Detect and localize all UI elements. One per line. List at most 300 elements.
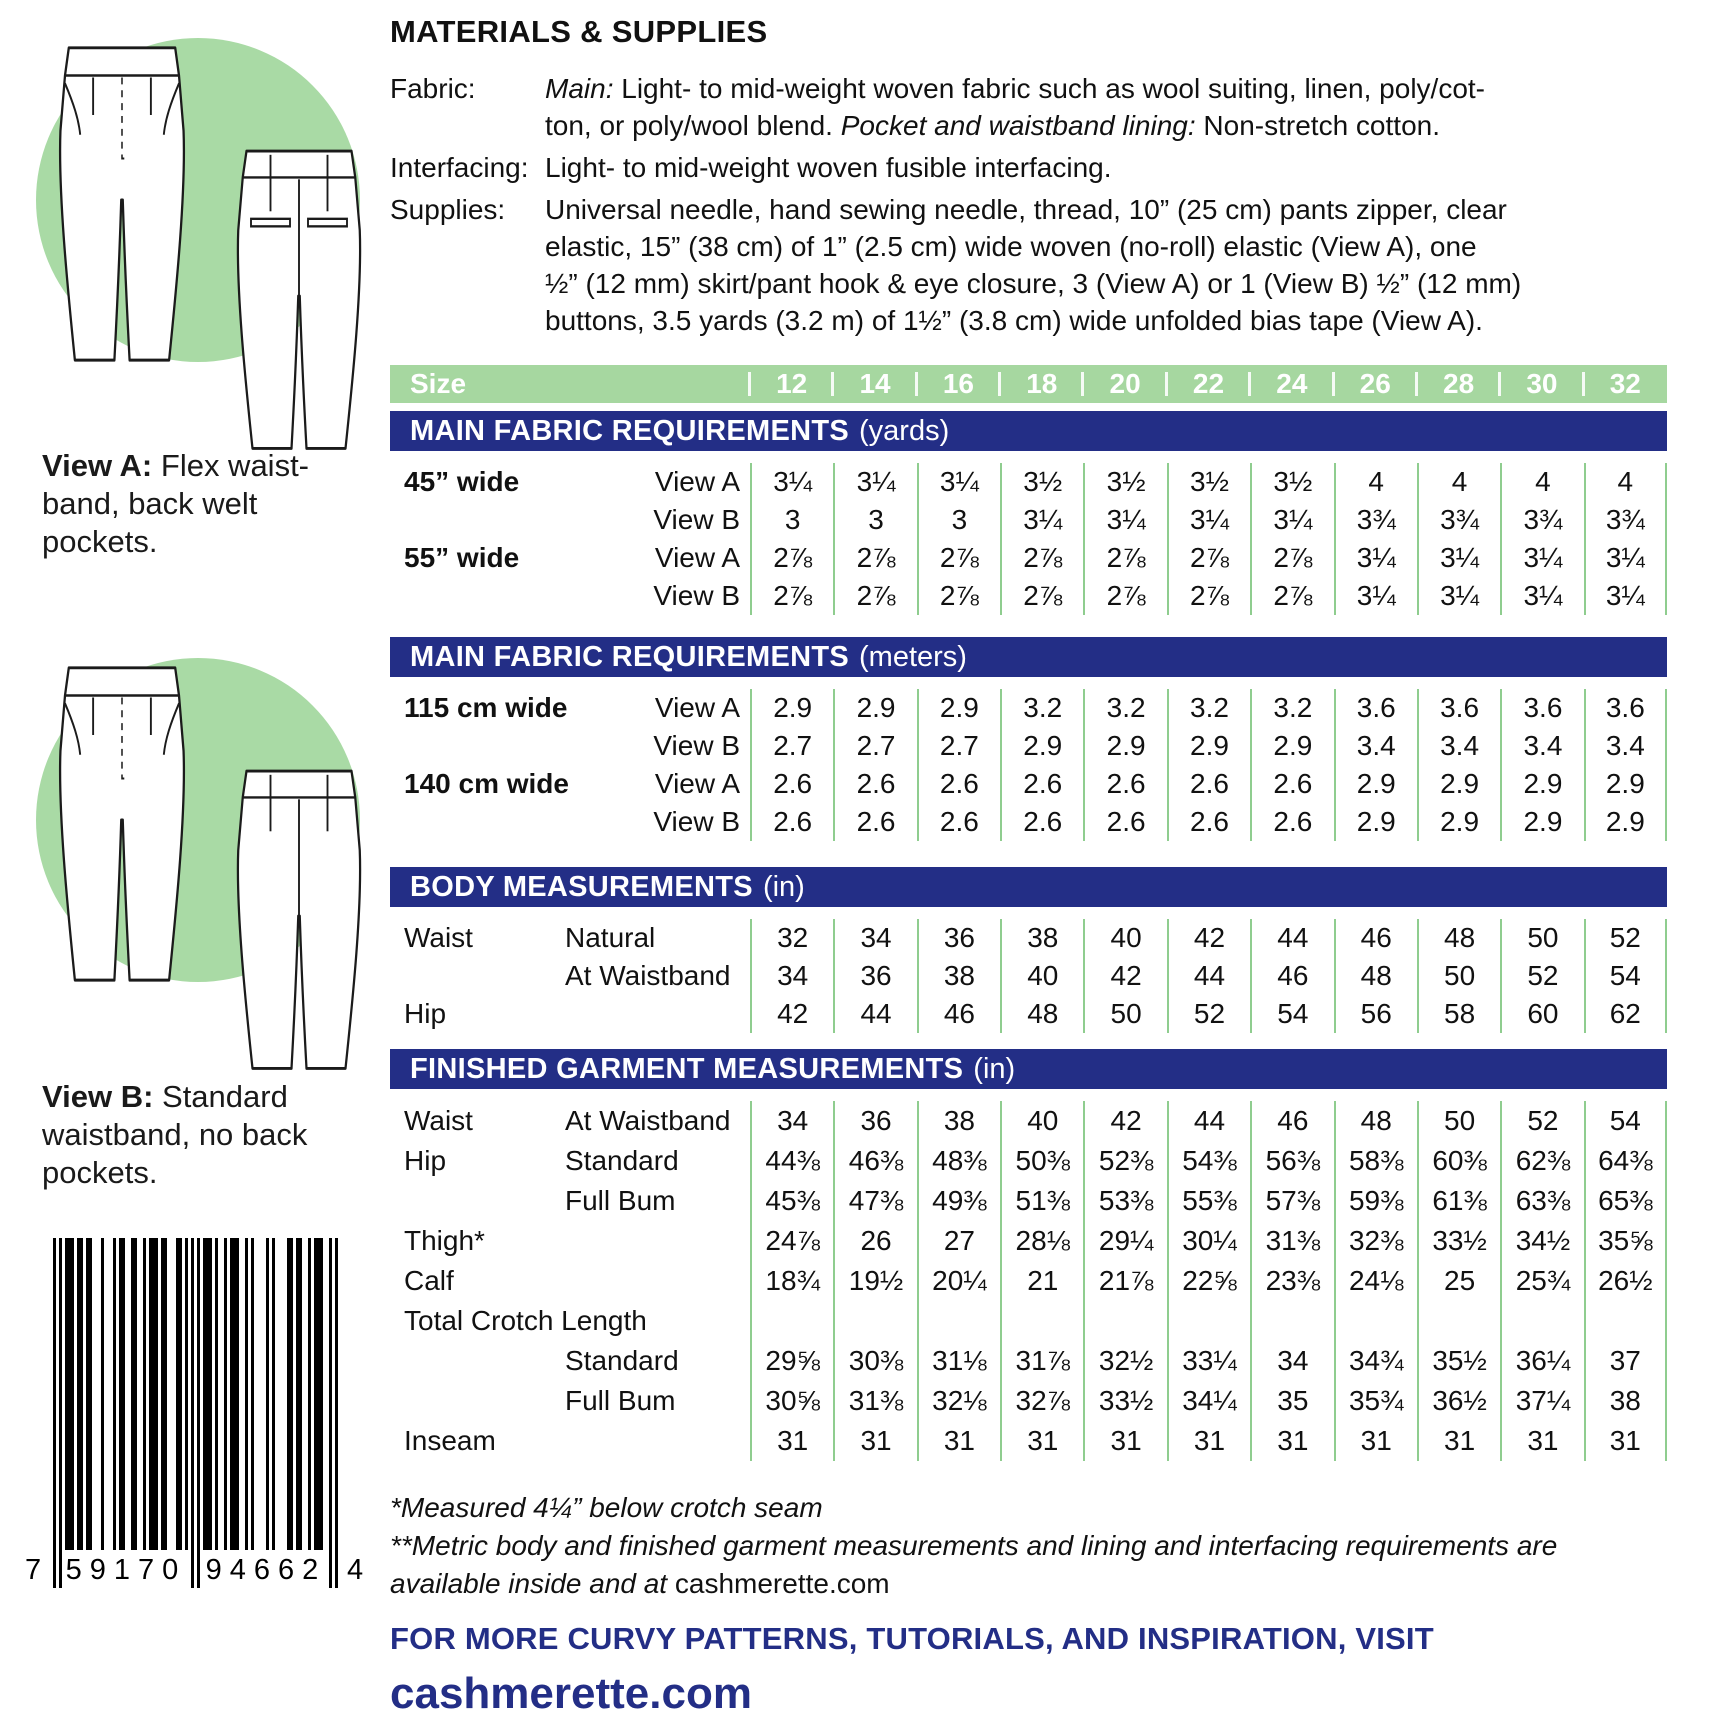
- table-cell: 45⅜: [750, 1181, 833, 1221]
- row-label-secondary: View A: [654, 768, 740, 799]
- table-cell: 49⅜: [917, 1181, 1000, 1221]
- table-cell: 46: [1334, 919, 1417, 957]
- section-title: FINISHED GARMENT MEASUREMENTS: [410, 1053, 964, 1085]
- table-cell: 42: [1083, 957, 1166, 995]
- table-cell: 3¼: [1334, 539, 1417, 577]
- table-cell: 33½: [1417, 1221, 1500, 1261]
- table-cell: [750, 1301, 833, 1341]
- table-cell: 38: [1000, 919, 1083, 957]
- row-label-primary: Total Crotch Length: [404, 1305, 647, 1336]
- section-title-suffix: (meters): [859, 641, 967, 673]
- table-cell: 3.2: [1250, 689, 1333, 727]
- table-cell: 3.6: [1334, 689, 1417, 727]
- table-cell: 2.6: [750, 765, 833, 803]
- section-title-suffix: (yards): [859, 415, 950, 447]
- row-label: [390, 1301, 750, 1341]
- row-label-primary: Calf: [404, 1265, 454, 1296]
- table-cell: 64⅜: [1584, 1141, 1667, 1181]
- table-cell: 3½: [1083, 463, 1166, 501]
- table-cell: 3¼: [1500, 577, 1583, 615]
- table-cell: [1417, 1301, 1500, 1341]
- table-cell: 2.9: [1250, 727, 1333, 765]
- row-label-primary: Inseam: [404, 1425, 496, 1456]
- table-cell: 34½: [1500, 1221, 1583, 1261]
- table-cell: 2.6: [1083, 803, 1166, 841]
- table-cell: 63⅜: [1500, 1181, 1583, 1221]
- row-label-secondary: View B: [653, 580, 740, 611]
- caption-line: pockets.: [42, 524, 158, 559]
- table-cell: 42: [750, 995, 833, 1033]
- table-cell: 3½: [1167, 463, 1250, 501]
- table-cell: 2⅞: [750, 577, 833, 615]
- row-label-secondary: View B: [653, 504, 740, 535]
- table-cell: 3¼: [1000, 501, 1083, 539]
- table-row: [390, 463, 1667, 501]
- table-cell: 3¼: [750, 463, 833, 501]
- table-cell: [1167, 1301, 1250, 1341]
- table-cell: 62: [1584, 995, 1667, 1033]
- footnote-measured: *Measured 4¼” below crotch seam: [390, 1492, 823, 1523]
- table-cell: 55⅜: [1167, 1181, 1250, 1221]
- table-cell: 4: [1584, 463, 1667, 501]
- table-cell: 2⅞: [1250, 539, 1333, 577]
- table-cell: [1250, 1301, 1333, 1341]
- row-label-secondary: Full Bum: [565, 1385, 676, 1416]
- barcode-digit-group: 59170: [65, 1554, 187, 1586]
- table-cell: 40: [1000, 1101, 1083, 1141]
- table-cell: 20¼: [917, 1261, 1000, 1301]
- table-row: [390, 1301, 1667, 1341]
- table-row: [390, 539, 1667, 577]
- table-cell: 2.6: [917, 803, 1000, 841]
- row-label-primary: 55” wide: [404, 542, 520, 573]
- table-cell: 3¼: [1083, 501, 1166, 539]
- table-cell: 34¾: [1334, 1341, 1417, 1381]
- table-cell: 3¼: [1584, 577, 1667, 615]
- footnote-metric: [390, 1527, 1667, 1603]
- table-cell: 28⅛: [1000, 1221, 1083, 1261]
- fabric-line: [545, 107, 1667, 144]
- table-cell: 3.4: [1417, 727, 1500, 765]
- row-label: [390, 1261, 750, 1301]
- table-cell: 38: [917, 957, 1000, 995]
- table-cell: 2.9: [1000, 727, 1083, 765]
- size-col-header: 20: [1083, 365, 1166, 403]
- fabric-line-text: ton, or poly/wool blend.: [545, 110, 841, 141]
- table-cell: 2.9: [1417, 803, 1500, 841]
- supplies-line: ½” (12 mm) skirt/pant hook & eye closure, 3 (View A) or 1 (View B) ½” (12 mm): [545, 268, 1522, 299]
- table-cell: 46⅜: [833, 1141, 916, 1181]
- size-col-header: 18: [1000, 365, 1083, 403]
- size-col-header: 30: [1500, 365, 1583, 403]
- view-b-illustration: [20, 630, 380, 1082]
- row-label: [390, 577, 750, 615]
- table-cell: 3.4: [1334, 727, 1417, 765]
- table-cell: 31: [1500, 1421, 1583, 1461]
- table-row: [390, 803, 1667, 841]
- table-row: [390, 995, 1667, 1033]
- row-label-secondary: Full Bum: [565, 1185, 676, 1216]
- table-cell: 46: [1250, 957, 1333, 995]
- row-label: [390, 689, 750, 727]
- row-label-secondary: At Waistband: [565, 1105, 731, 1136]
- table-cell: 54⅜: [1167, 1141, 1250, 1181]
- table-cell: 31: [1417, 1421, 1500, 1461]
- pants-front-drawing: [46, 32, 198, 368]
- table-cell: 36: [917, 919, 1000, 957]
- table-cell: 3¼: [1334, 577, 1417, 615]
- table-cell: 61⅜: [1417, 1181, 1500, 1221]
- table-cell: 51⅜: [1000, 1181, 1083, 1221]
- table-cell: 3¾: [1417, 501, 1500, 539]
- table-cell: 50⅜: [1000, 1141, 1083, 1181]
- table-row: [390, 689, 1667, 727]
- table-cell: 52: [1167, 995, 1250, 1033]
- table-cell: 2.6: [1250, 765, 1333, 803]
- table-cell: 60⅜: [1417, 1141, 1500, 1181]
- table-cell: 31: [833, 1421, 916, 1461]
- fabric-text: [545, 70, 1667, 144]
- table-cell: 26½: [1584, 1261, 1667, 1301]
- table-cell: 34: [833, 919, 916, 957]
- table-row: [390, 765, 1667, 803]
- row-label-primary: Hip: [404, 1145, 447, 1176]
- table-cell: 35½: [1417, 1341, 1500, 1381]
- table-yards: [390, 411, 1667, 615]
- table-cell: 48: [1417, 919, 1500, 957]
- row-label-primary: 140 cm wide: [404, 768, 569, 799]
- table-cell: 31: [1000, 1421, 1083, 1461]
- table-cell: 42: [1167, 919, 1250, 957]
- table-cell: 25: [1417, 1261, 1500, 1301]
- table-cell: 54: [1584, 957, 1667, 995]
- table-cell: 3.6: [1584, 689, 1667, 727]
- table-cell: 2.9: [1500, 803, 1583, 841]
- supplies-line: buttons, 3.5 yards (3.2 m) of 1½” (3.8 cm) wide unfolded bias tape (View A).: [545, 305, 1483, 336]
- view-b-caption: [42, 1078, 377, 1192]
- table-cell: 2.6: [750, 803, 833, 841]
- table-row: [390, 1421, 1667, 1461]
- row-label-secondary: View A: [654, 542, 740, 573]
- row-label: [390, 463, 750, 501]
- table-cell: 44: [1250, 919, 1333, 957]
- table-cell: 2.9: [833, 689, 916, 727]
- table-cell: 52: [1584, 919, 1667, 957]
- table-cell: 24⅛: [1334, 1261, 1417, 1301]
- section-title-bar: [390, 411, 1667, 451]
- table-cell: 31⅜: [833, 1381, 916, 1421]
- section-title: BODY MEASUREMENTS: [410, 871, 753, 903]
- table-cell: 3¼: [1250, 501, 1333, 539]
- table-cell: 50: [1417, 1101, 1500, 1141]
- table-cell: 60: [1500, 995, 1583, 1033]
- row-label: [390, 1101, 750, 1141]
- section-title-bar: [390, 867, 1667, 907]
- row-label: [390, 727, 750, 765]
- table-cell: 44: [1167, 957, 1250, 995]
- pants-back-drawing: [224, 136, 374, 456]
- table-row: [390, 577, 1667, 615]
- size-col-header: 22: [1167, 365, 1250, 403]
- main-content: [390, 14, 1667, 1719]
- table-cell: 29¼: [1083, 1221, 1166, 1261]
- section-title: MAIN FABRIC REQUIREMENTS: [410, 641, 849, 673]
- left-column: [20, 0, 382, 1729]
- fabric-line: [545, 70, 1667, 107]
- table-cell: 30⅝: [750, 1381, 833, 1421]
- row-label-secondary: View B: [653, 730, 740, 761]
- table-finished: [390, 1049, 1667, 1461]
- table-cell: 2.9: [917, 689, 1000, 727]
- view-b-label: View B:: [42, 1079, 154, 1114]
- table-cell: 3¼: [1167, 501, 1250, 539]
- size-col-header: 12: [750, 365, 833, 403]
- table-cell: 2.6: [833, 803, 916, 841]
- table-cell: 2.6: [1083, 765, 1166, 803]
- table-cell: 31: [1334, 1421, 1417, 1461]
- footnote-line: [390, 1565, 1667, 1603]
- footnote-line: **Metric body and finished garment measurements and lining and interfacing requirements are: [390, 1530, 1558, 1561]
- row-label: [390, 1181, 750, 1221]
- fabric-line-text: Light- to mid-weight woven fabric such as wool suiting, linen, poly/cot-: [613, 73, 1485, 104]
- table-row: [390, 1101, 1667, 1141]
- table-cell: 2.6: [833, 765, 916, 803]
- table-cell: 2.9: [1417, 765, 1500, 803]
- table-cell: 30⅜: [833, 1341, 916, 1381]
- row-label-secondary: At Waistband: [565, 960, 731, 991]
- table-cell: 2.6: [1167, 765, 1250, 803]
- table-cell: 35¾: [1334, 1381, 1417, 1421]
- table-cell: 2.6: [1000, 765, 1083, 803]
- fabric-main-label: Main:: [545, 73, 614, 104]
- size-col-header: 26: [1334, 365, 1417, 403]
- table-cell: 54: [1250, 995, 1333, 1033]
- table-cell: 46: [917, 995, 1000, 1033]
- row-label: [390, 995, 750, 1033]
- table-cell: 48: [1334, 1101, 1417, 1141]
- size-col-header: 24: [1250, 365, 1333, 403]
- table-cell: 2.6: [1250, 803, 1333, 841]
- table-cell: 2.9: [1500, 765, 1583, 803]
- table-cell: 25¾: [1500, 1261, 1583, 1301]
- caption-line: [42, 447, 377, 485]
- size-header-label: Size: [410, 368, 467, 399]
- row-label-primary: 115 cm wide: [404, 692, 568, 723]
- table-row: [390, 957, 1667, 995]
- table-cell: [1334, 1301, 1417, 1341]
- table-cell: 36: [833, 1101, 916, 1141]
- row-label-primary: Hip: [404, 998, 447, 1029]
- table-cell: 44⅜: [750, 1141, 833, 1181]
- table-cell: [1000, 1301, 1083, 1341]
- row-label: [390, 803, 750, 841]
- table-cell: 2.6: [1000, 803, 1083, 841]
- table-cell: 3½: [1250, 463, 1333, 501]
- row-label-secondary: Standard: [565, 1345, 679, 1376]
- supplies-line: Universal needle, hand sewing needle, thread, 10” (25 cm) pants zipper, clear: [545, 194, 1507, 225]
- table-cell: 23⅜: [1250, 1261, 1333, 1301]
- interfacing-text: Light- to mid-weight woven fusible interfacing.: [545, 152, 1112, 183]
- table-cell: 2.9: [1083, 727, 1166, 765]
- table-cell: 3¾: [1500, 501, 1583, 539]
- table-cell: 2⅞: [1000, 577, 1083, 615]
- table-cell: 3¾: [1584, 501, 1667, 539]
- table-cell: 56: [1334, 995, 1417, 1033]
- table-cell: 38: [1584, 1381, 1667, 1421]
- table-cell: 24⅞: [750, 1221, 833, 1261]
- table-cell: 30¼: [1167, 1221, 1250, 1261]
- table-cell: 53⅜: [1083, 1181, 1166, 1221]
- table-cell: 32½: [1083, 1341, 1166, 1381]
- table-cell: 26: [833, 1221, 916, 1261]
- footnote-site-text: cashmerette.com: [674, 1568, 890, 1599]
- table-cell: 35⅝: [1584, 1221, 1667, 1261]
- table-cell: 31⅞: [1000, 1341, 1083, 1381]
- fabric-row: [390, 70, 1667, 144]
- table-cell: 3.2: [1000, 689, 1083, 727]
- table-cell: 2.9: [1334, 765, 1417, 803]
- interfacing-label: Interfacing:: [390, 152, 529, 183]
- table-cell: 50: [1417, 957, 1500, 995]
- table-cell: 22⅝: [1167, 1261, 1250, 1301]
- table-cell: 36: [833, 957, 916, 995]
- row-label-secondary: View B: [653, 806, 740, 837]
- table-cell: 62⅜: [1500, 1141, 1583, 1181]
- row-label: [390, 957, 750, 995]
- table-cell: 2⅞: [917, 577, 1000, 615]
- interfacing-row: [390, 149, 1667, 186]
- fabric-label: Fabric:: [390, 73, 476, 104]
- table-cell: 4: [1500, 463, 1583, 501]
- table-cell: 31: [1584, 1421, 1667, 1461]
- row-label-primary: 45” wide: [404, 466, 520, 497]
- row-label: [390, 1141, 750, 1181]
- table-cell: 42: [1083, 1101, 1166, 1141]
- table-cell: 2⅞: [1083, 539, 1166, 577]
- size-col-header: 16: [917, 365, 1000, 403]
- section-title-bar: [390, 637, 1667, 677]
- supplies-row: [390, 191, 1667, 339]
- row-label-secondary: View A: [654, 692, 740, 723]
- table-cell: 31: [750, 1421, 833, 1461]
- view-a-caption: [42, 447, 377, 561]
- view-a-label: View A:: [42, 448, 153, 483]
- table-cell: 35: [1250, 1381, 1333, 1421]
- table-cell: 40: [1083, 919, 1166, 957]
- table-cell: [1500, 1301, 1583, 1341]
- row-label: [390, 539, 750, 577]
- caption-line: [42, 1078, 377, 1116]
- table-cell: 44: [833, 995, 916, 1033]
- row-label: [390, 1421, 750, 1461]
- fabric-line-text: Non-stretch cotton.: [1195, 110, 1440, 141]
- caption-line: waistband, no back: [42, 1117, 308, 1152]
- table-cell: 2.9: [1334, 803, 1417, 841]
- table-cell: 48: [1334, 957, 1417, 995]
- table-cell: 3: [917, 501, 1000, 539]
- section-title-suffix: (in): [973, 1053, 1016, 1085]
- table-cell: 21⅞: [1083, 1261, 1166, 1301]
- pants-front-drawing: [46, 652, 198, 988]
- table-cell: 33¼: [1167, 1341, 1250, 1381]
- table-row: [390, 1341, 1667, 1381]
- table-cell: 3: [750, 501, 833, 539]
- table-cell: 3.2: [1167, 689, 1250, 727]
- table-cell: [1083, 1301, 1166, 1341]
- table-cell: 2.6: [917, 765, 1000, 803]
- table-cell: 3¼: [1417, 577, 1500, 615]
- table-cell: 2.7: [750, 727, 833, 765]
- table-cell: 3¼: [1584, 539, 1667, 577]
- table-cell: 27: [917, 1221, 1000, 1261]
- barcode-digit: 4: [347, 1554, 364, 1586]
- table-cell: 2.7: [833, 727, 916, 765]
- table-cell: 58⅜: [1334, 1141, 1417, 1181]
- table-cell: 58: [1417, 995, 1500, 1033]
- table-cell: 34: [1250, 1341, 1333, 1381]
- table-cell: 33½: [1083, 1381, 1166, 1421]
- table-cell: [833, 1301, 916, 1341]
- table-cell: [1584, 1301, 1667, 1341]
- table-cell: 32⅜: [1334, 1221, 1417, 1261]
- table-cell: 3.4: [1500, 727, 1583, 765]
- table-cell: 52⅜: [1083, 1141, 1166, 1181]
- caption-text: Standard: [153, 1079, 288, 1114]
- supplies-text: [545, 191, 1667, 339]
- footnote-italic-text: available inside and at: [390, 1568, 675, 1599]
- table-cell: 2⅞: [1167, 539, 1250, 577]
- table-cell: 2⅞: [1000, 539, 1083, 577]
- table-cell: 3.2: [1083, 689, 1166, 727]
- table-cell: 47⅜: [833, 1181, 916, 1221]
- table-cell: 2.9: [1584, 765, 1667, 803]
- website-url: cashmerette.com: [390, 1669, 752, 1718]
- table-cell: 36¼: [1500, 1341, 1583, 1381]
- table-cell: 2.9: [1584, 803, 1667, 841]
- table-cell: 37¼: [1500, 1381, 1583, 1421]
- size-col-header: 14: [833, 365, 916, 403]
- table-cell: 40: [1000, 957, 1083, 995]
- row-label-primary: Thigh*: [404, 1225, 485, 1256]
- table-cell: 50: [1500, 919, 1583, 957]
- barcode: [25, 1238, 364, 1590]
- table-row: [390, 501, 1667, 539]
- row-label-secondary: Standard: [565, 1145, 679, 1176]
- pants-back-drawing: [224, 756, 374, 1076]
- table-cell: 3.6: [1417, 689, 1500, 727]
- table-bodym: [390, 867, 1667, 1033]
- supplies-line: elastic, 15” (38 cm) of 1” (2.5 cm) wide woven (no-roll) elastic (View A), one: [545, 231, 1477, 262]
- table-cell: 32⅛: [917, 1381, 1000, 1421]
- table-cell: 2.6: [1167, 803, 1250, 841]
- table-cell: 3¼: [1417, 539, 1500, 577]
- table-cell: 2⅞: [917, 539, 1000, 577]
- table-cell: 31: [1167, 1421, 1250, 1461]
- table-cell: 2⅞: [1167, 577, 1250, 615]
- table-cell: 2.9: [750, 689, 833, 727]
- table-cell: 36½: [1417, 1381, 1500, 1421]
- row-label-primary: Waist: [404, 1105, 473, 1136]
- barcode-digit-group: 94662: [205, 1554, 327, 1586]
- table-cell: [917, 1301, 1000, 1341]
- row-label: [390, 1381, 750, 1421]
- row-label: [390, 501, 750, 539]
- table-cell: 38: [917, 1101, 1000, 1141]
- table-cell: 48: [1000, 995, 1083, 1033]
- tables-container: [390, 411, 1667, 1461]
- table-cell: 59⅜: [1334, 1181, 1417, 1221]
- table-cell: 29⅝: [750, 1341, 833, 1381]
